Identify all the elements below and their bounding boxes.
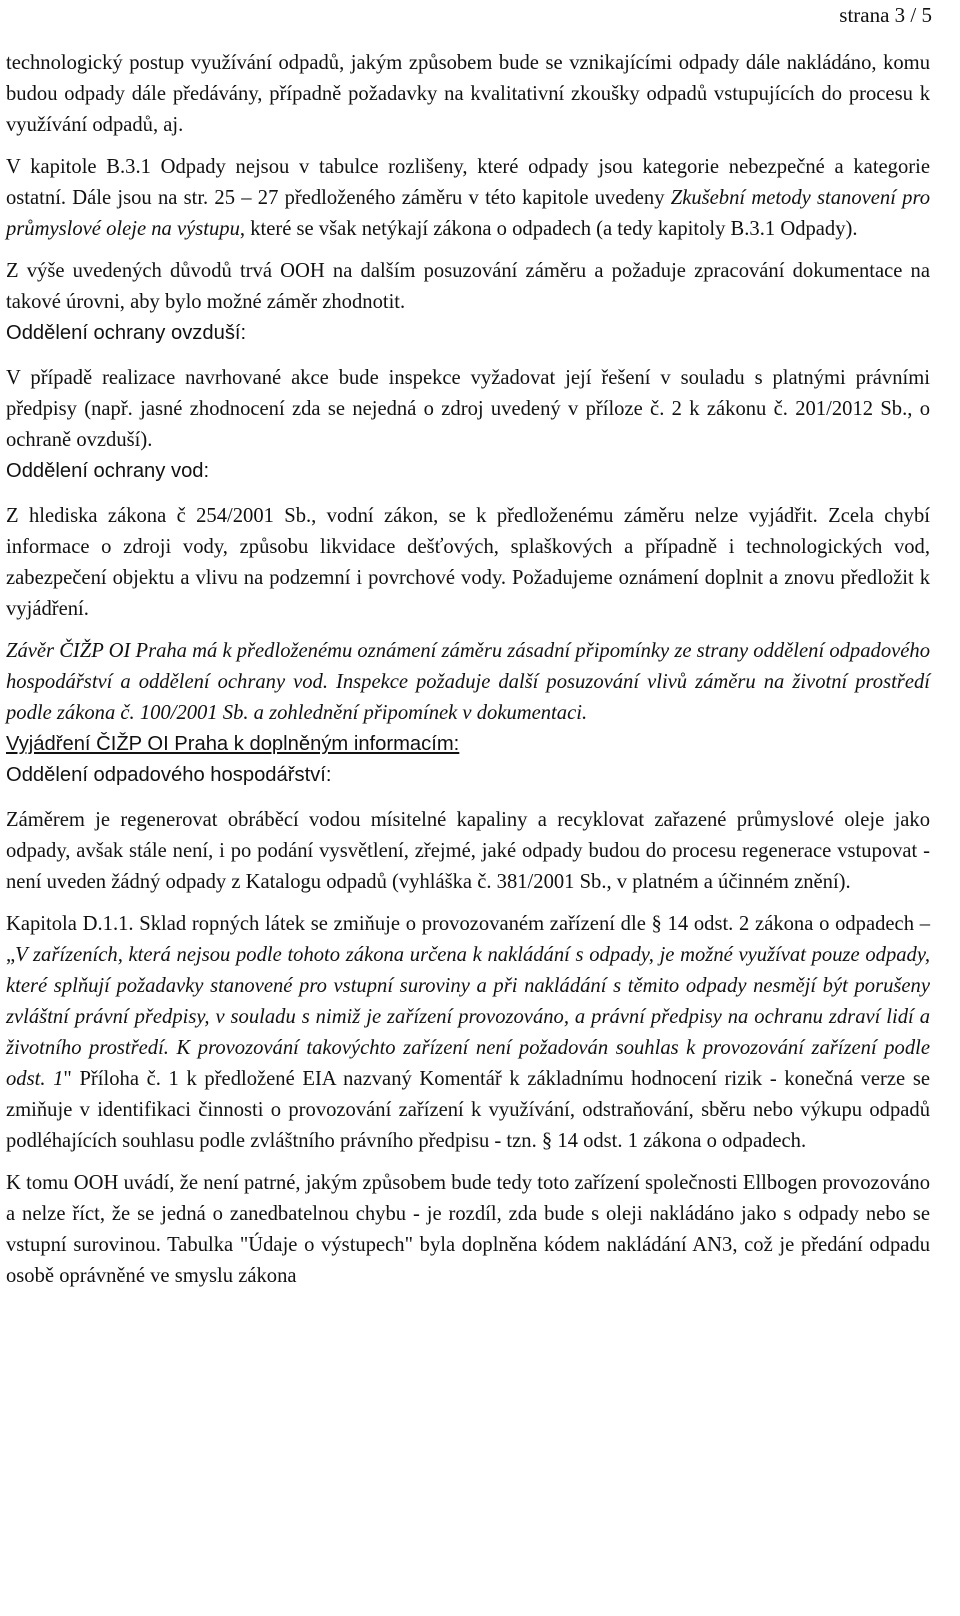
- paragraph-conclusion: Závěr ČIŽP OI Praha má k předloženému oznámení záměru zásadní připomínky ze strany oddělení odpadového hospodářství a oddělení ochrany vod. Inspekce požaduje další posuzování vlivů záměru na životní prostředí podle zákona č. 100/2001 Sb. a zohlednění připomínek v dokumentaci.: [6, 640, 930, 724]
- paragraph-chapter-b31: [6, 152, 930, 245]
- paragraph-technological-procedure: technologický postup využívání odpadů, jakým způsobem bude se vznikajícími odpady dále nakládáno, komu budou odpady dále předávány, případně požadavky na kvalitativní zkoušky odpadů vstupujících do procesu k využívání odpadů, aj.: [6, 52, 930, 136]
- paragraph-water-protection: Z hlediska zákona č 254/2001 Sb., vodní zákon, se k předloženému záměru nelze vyjádřit. Zcela chybí informace o zdroji vody, způsobu likvidace dešťových, splaškových a případně i technologických vod, zabezpečení objektu a vlivu na podzemní i povrchové vody. Požadujeme oznámení doplnit a znovu předložit k vyjádření.: [6, 505, 930, 620]
- heading-air-protection: Oddělení ochrany ovzduší:: [6, 322, 247, 344]
- paragraph-text: Kapitola D.1.1. Sklad ropných látek se zmiňuje o provozovaném zařízení dle § 14 odst. 2 zákona o odpadech – „: [6, 913, 930, 966]
- paragraph-regeneration: Záměrem je regenerovat obráběcí vodou mísitelné kapaliny a recyklovat zařazené průmyslové oleje jako odpady, avšak stále není, i po podání vysvětlení, zřejmé, jaké odpady budou do procesu regenerace vstupovat - není uveden žádný odpady z Katalogu odpadů (vyhláška č. 381/2001 Sb., v platném a účinném znění).: [6, 809, 930, 893]
- heading-waste-management: Oddělení odpadového hospodářství:: [6, 764, 332, 786]
- paragraph-text: V kapitole B.3.1 Odpady nejsou v tabulce rozlišeny, které odpady jsou kategorie nebezpečné a kategorie ostatní. Dále jsou na str. 25 – 27 předloženého záměru v této kapitole uvedeny: [6, 156, 930, 209]
- document-body: [6, 48, 930, 1292]
- heading-statement-supplement: Vyjádření ČIŽP OI Praha k doplněným informacím:: [6, 733, 460, 755]
- paragraph-text: , které se však netýkají zákona o odpadech (a tedy kapitoly B.3.1 Odpady).: [239, 218, 858, 240]
- paragraph-chapter-d11: [6, 909, 930, 1157]
- italic-law-quote: V zařízeních, která nejsou podle tohoto zákona určena k nakládání s odpady, je možné využívat pouze odpady, které splňují požadavky stanovené pro vstupní suroviny a při nakládání s těmito odpady nesmějí být porušeny zvláštní právní předpisy, v souladu s nimiž je zařízení provozováno, a právní předpisy na ochranu zdraví lidí a životního prostředí. K provozování takovýchto zařízení není požadován souhlas k provozování zařízení podle odst. 1: [6, 944, 930, 1090]
- heading-water-protection: Oddělení ochrany vod:: [6, 460, 210, 482]
- italic-test-methods: Zkušební metody stanovení pro průmyslové oleje na výstupu: [6, 187, 931, 240]
- paragraph-ooh-statement: K tomu OOH uvádí, že není patrné, jakým způsobem bude tedy toto zařízení společnosti Ellbogen provozováno a nelze říct, že se jedná o zanedbatelnou chybu - je rozdíl, zda bude s oleji nakládáno jako s odpady nebo se vstupní surovinou. Tabulka "Údaje o výstupech" byla doplněna kódem nakládání AN3, což je předání odpadu osobě oprávněné ve smyslu zákona: [6, 1172, 930, 1287]
- paragraph-text: " Příloha č. 1 k předložené EIA nazvaný Komentář k základnímu hodnocení rizik - konečná verze se zmiňuje v identifikaci činnosti o provozování zařízení k využívání, odstraňování, sběru nebo výkupu odpadů podléhajících souhlasu podle zvláštního právního předpisu - tzn. § 14 odst. 1 zákona o odpadech.: [6, 1068, 930, 1152]
- paragraph-ooh-conclusion: Z výše uvedených důvodů trvá OOH na dalším posuzování záměru a požaduje zpracování dokumentace na takové úrovni, aby bylo možné záměr zhodnotit.: [6, 260, 930, 313]
- paragraph-air-protection: V případě realizace navrhované akce bude inspekce vyžadovat její řešení v souladu s platnými právními předpisy (např. jasné zhodnocení zda se nejedná o zdroj uvedený v příloze č. 2 k zákonu č. 201/2012 Sb., o ochraně ovzduší).: [6, 367, 930, 451]
- page-number: strana 3 / 5: [839, 3, 932, 27]
